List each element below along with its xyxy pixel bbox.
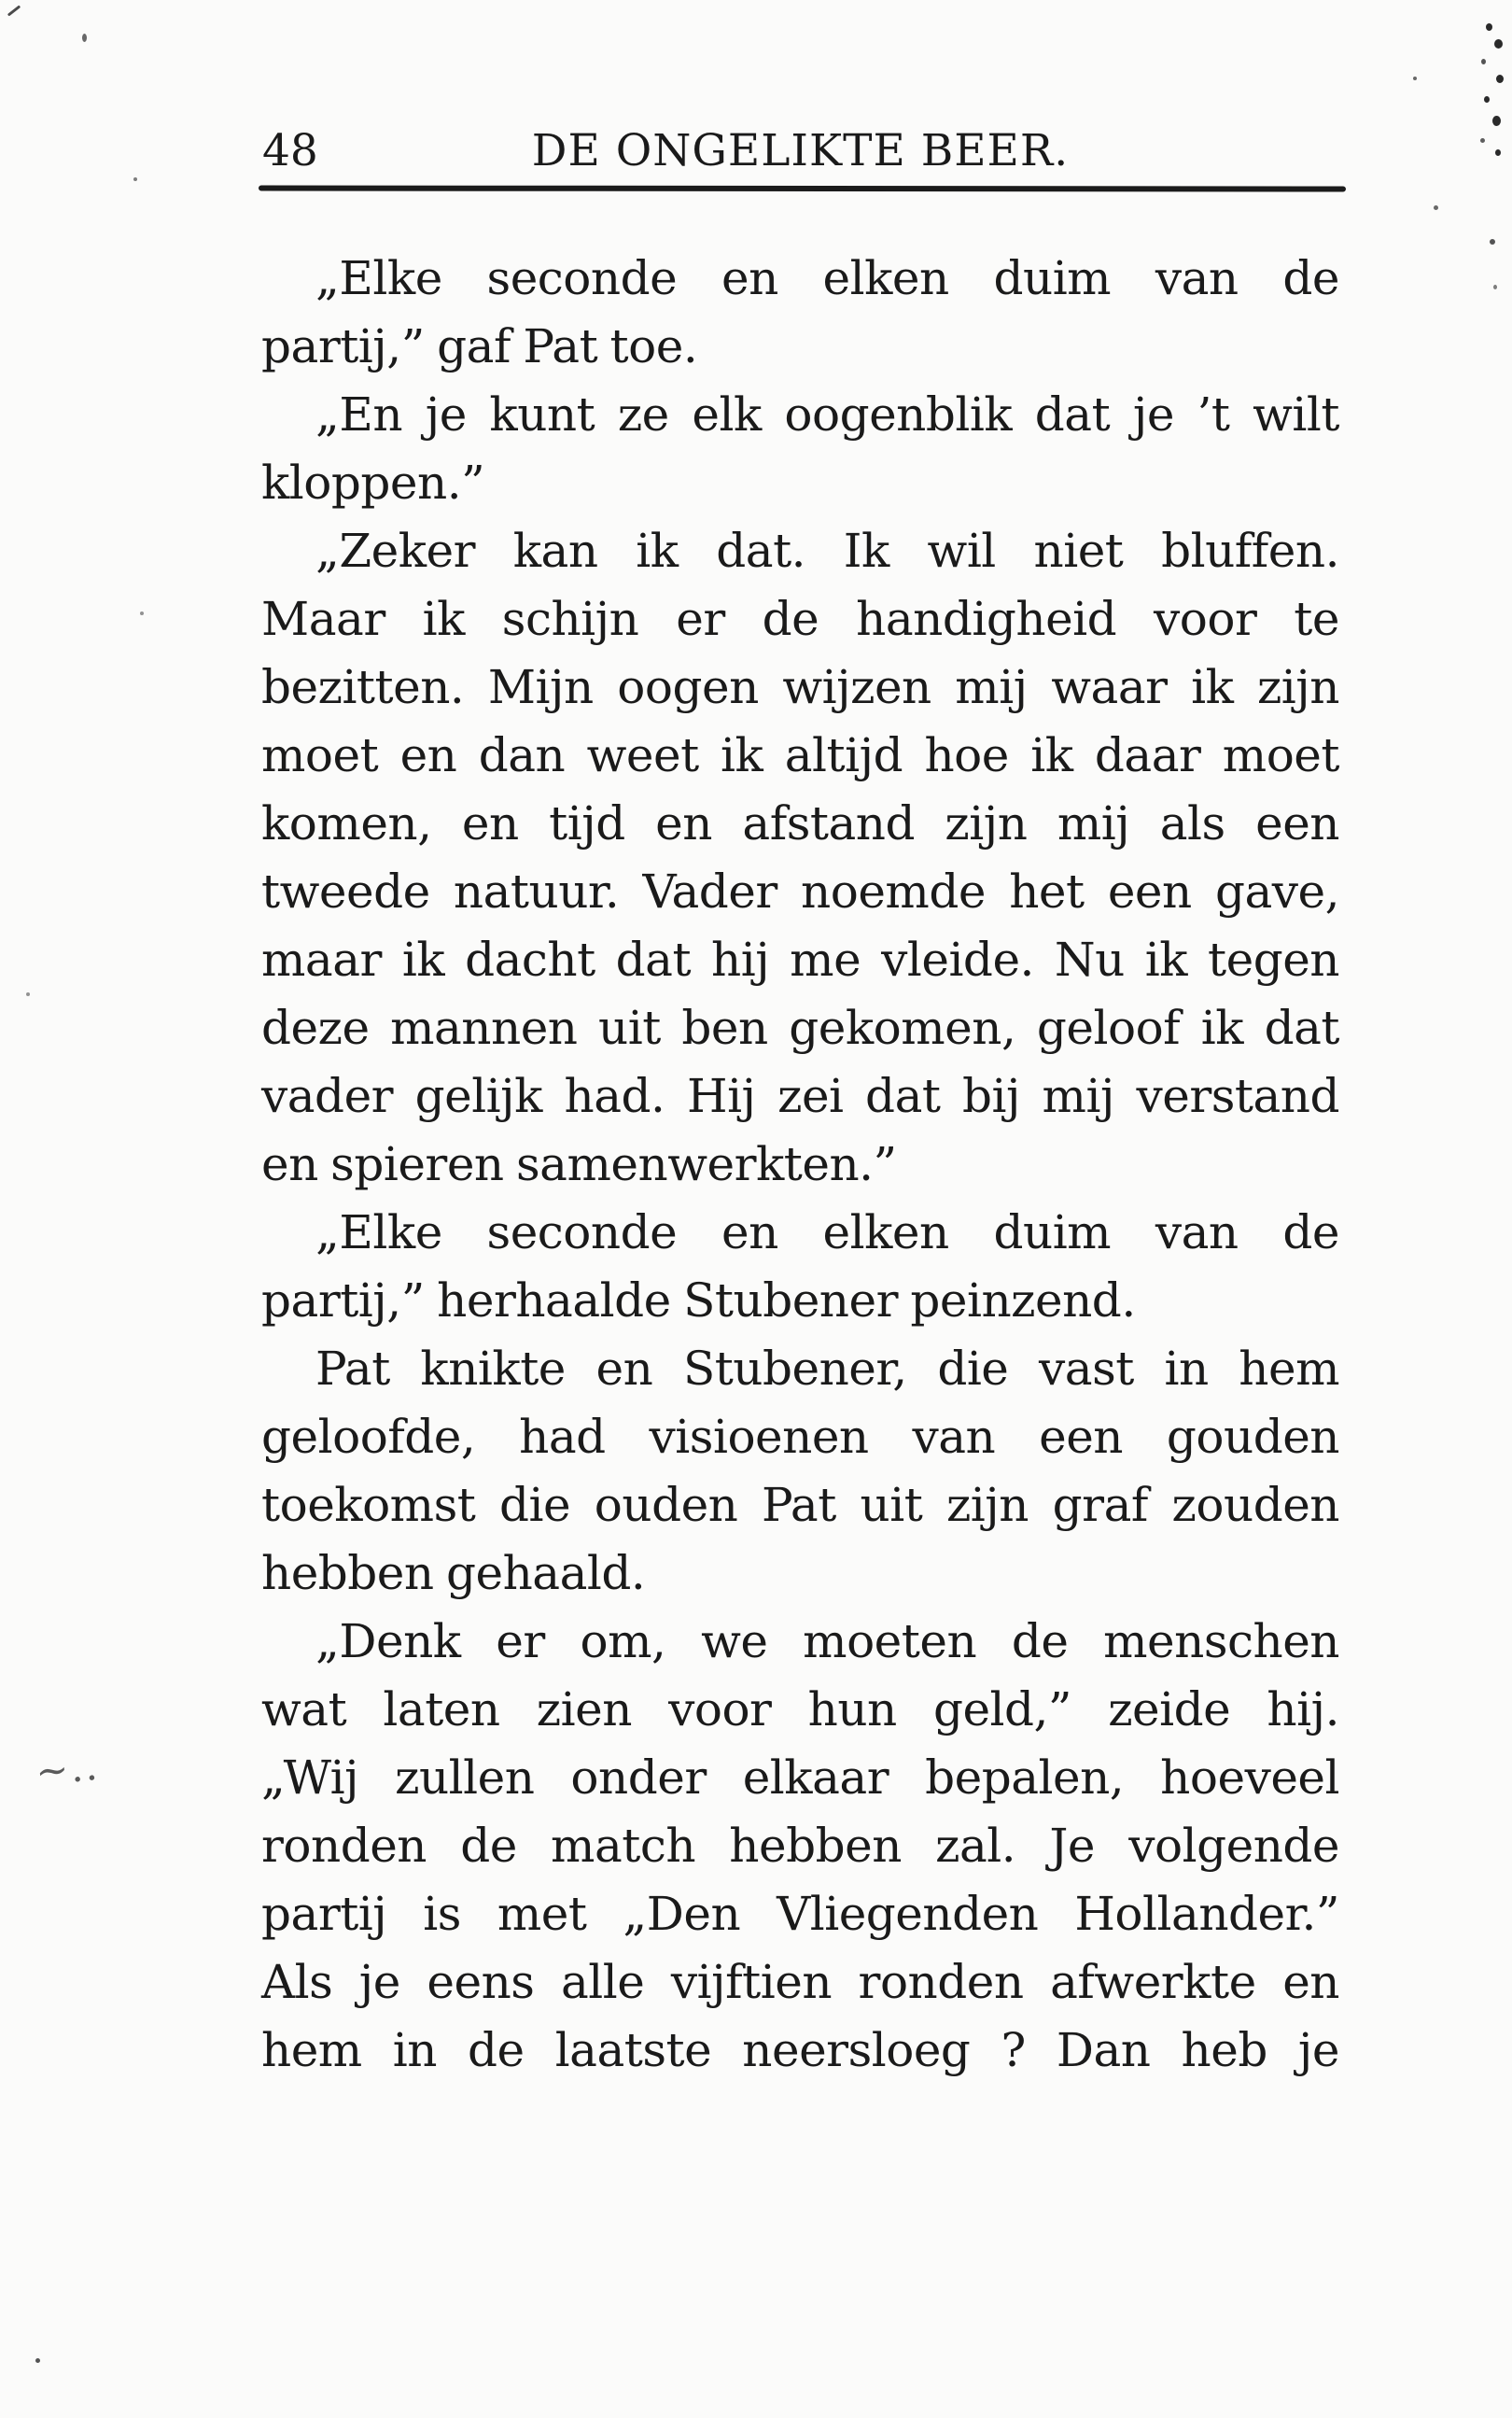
text-line: kloppen.” xyxy=(261,456,485,510)
text-line: „En je kunt ze elk oogenblik dat je ’t wilt xyxy=(315,387,1339,442)
text-line: „Elke seconde en elken duim van de xyxy=(315,1205,1339,1259)
scan-speck xyxy=(1496,75,1504,83)
header-rule xyxy=(259,185,1346,191)
scan-speck xyxy=(1413,77,1417,80)
scan-speck xyxy=(1493,285,1497,289)
text-line: deze mannen uit ben gekomen, geloof ik dat xyxy=(261,1001,1339,1055)
scan-speck xyxy=(1481,59,1486,64)
scan-speck xyxy=(1490,239,1495,245)
text-line: tweede natuur. Vader noemde het een gave, xyxy=(261,865,1339,919)
text-line: moet en dan weet ik altijd hoe ik daar moet xyxy=(261,728,1339,782)
text-line: wat laten zien voor hun geld,” zeide hij. xyxy=(261,1682,1339,1736)
scan-speck xyxy=(1495,149,1501,156)
text-line: Pat knikte en Stubener, die vast in hem xyxy=(315,1342,1339,1396)
running-title: DE ONGELIKTE BEER. xyxy=(531,125,1070,176)
text-line: Als je eens alle vijftien ronden afwerkte en xyxy=(261,1955,1339,2009)
scan-speck xyxy=(26,992,30,996)
text-line: geloofde, had visioenen van een gouden xyxy=(261,1410,1339,1464)
page-number: 48 xyxy=(262,125,318,176)
scan-speck xyxy=(35,2358,40,2363)
page-body xyxy=(261,245,1339,2085)
text-line: „Zeker kan ik dat. Ik wil niet bluffen. xyxy=(315,524,1339,578)
scan-speck xyxy=(1434,205,1438,210)
text-line: hebben gehaald. xyxy=(261,1546,646,1600)
text-line: partij is met „Den Vliegenden Hollander.” xyxy=(261,1887,1339,1941)
scan-speck xyxy=(1494,39,1503,49)
text-line: „Wij zullen onder elkaar bepalen, hoeveel xyxy=(261,1750,1339,1805)
scan-speck xyxy=(1486,23,1492,31)
text-line: vader gelijk had. Hij zei dat bij mij verstand xyxy=(261,1069,1339,1123)
scan-squiggle-icon: ∼.. xyxy=(33,1742,102,1795)
text-line: maar ik dacht dat hij me vleide. Nu ik tegen xyxy=(261,933,1339,987)
text-line: Maar ik schijn er de handigheid voor te xyxy=(261,592,1339,646)
scan-mark-icon xyxy=(7,5,21,16)
scan-speck xyxy=(140,612,144,615)
text-line: bezitten. Mijn oogen wijzen mij waar ik zijn xyxy=(261,660,1339,714)
text-line: en spieren samenwerkten.” xyxy=(261,1137,897,1191)
text-line: partij,” herhaalde Stubener peinzend. xyxy=(261,1273,1136,1328)
text-line: „Elke seconde en elken duim van de xyxy=(315,251,1339,305)
scan-speck xyxy=(82,34,87,42)
scan-speck xyxy=(1484,96,1490,103)
text-line: ronden de match hebben zal. Je volgende xyxy=(261,1819,1339,1873)
text-line: komen, en tijd en afstand zijn mij als een xyxy=(261,796,1339,851)
text-line: hem in de laatste neersloeg ? Dan heb je xyxy=(261,2023,1339,2077)
text-line: „Denk er om, we moeten de menschen xyxy=(315,1614,1339,1668)
text-line: toekomst die ouden Pat uit zijn graf zouden xyxy=(261,1478,1339,1532)
scan-speck xyxy=(1480,138,1485,143)
scan-speck xyxy=(1492,116,1501,126)
text-line: partij,” gaf Pat toe. xyxy=(261,319,698,373)
scan-speck xyxy=(133,177,137,181)
